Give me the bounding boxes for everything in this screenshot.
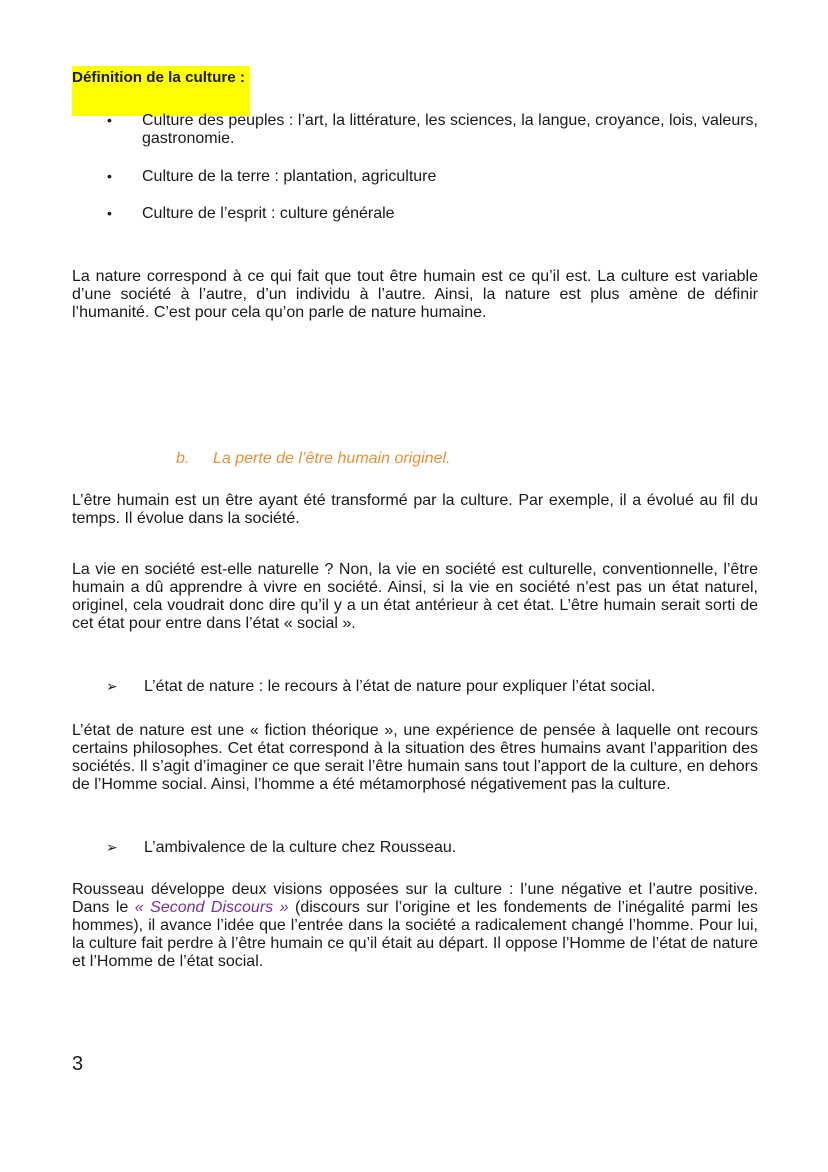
paragraph-rousseau-part1: Rousseau développe deux visions opposées sur la culture : l’une négative et l’autre positive. Dans le [72,881,758,916]
paragraph-fiction: L’état de nature est une « fiction théorique », une expérience de pensée à laquelle ont recours certains philosophes. Cet état correspond à la situation des êtres humains avant l’apparition des sociétés. Il s’agit d’imaginer ce que serait l’être humain sans tout l’apport de la culture, en dehors de l’Homme social. Ainsi, l’homme a été métamorphosé négativement pas la culture. [72,722,758,793]
list-item [72,205,758,223]
bullet-list [72,112,758,243]
subheading-text: La perte de l’être humain originel. [213,450,451,467]
arrow-item-text: L’état de nature : le recours à l’état de nature pour expliquer l’état social. [144,678,656,695]
paragraph-rousseau-part2: (discours sur l’origine et les fondements de l’inégalité parmi les hommes), il avance l’idée que l’entrée dans la société a radicalement changé l’homme. Pour lui, la culture fait perdre à l’être humain ce qu’il était au départ. Il oppose l’Homme de l’état de nature et l’Homme de l’état social. [72,899,758,970]
subheading-number: b. [176,450,190,467]
list-item [72,112,758,148]
bullet-text: Culture de l’esprit : culture générale [142,205,395,223]
bullet-icon: • [107,205,112,222]
bullet-text: Culture des peuples : l’art, la littérature, les sciences, la langue, croyance, lois, valeurs, gastronomie. [142,112,758,147]
list-item [72,168,758,186]
arrow-bullet-icon: ➢ [106,678,118,694]
paragraph-society: La vie en société est-elle naturelle ? Non, la vie en société est culturelle, conventionnelle, l’être humain a dû apprendre à vivre en société. Ainsi, si la vie en société n’est pas un état naturel, originel, cela voudrait donc dire qu’il y a un état antérieur à cet état. L’être humain serait sorti de cet état pour entre dans l’état « social ». [72,561,758,632]
arrow-item-text: L’ambivalence de la culture chez Rousseau. [144,839,457,856]
arrow-bullet-icon: ➢ [106,839,118,855]
paragraph-rousseau [72,881,758,971]
section-heading: Définition de la culture : [72,69,245,86]
bullet-icon: • [107,112,112,128]
bullet-icon: • [107,167,112,184]
subheading [176,450,450,468]
bullet-text: Culture de la terre : plantation, agriculture [142,167,437,185]
paragraph-nature: La nature correspond à ce qui fait que tout être humain est ce qu’il est. La culture est variable d’une société à l’autre, d’un individu à l’autre. Ainsi, la nature est plus amène de définir l’humanité. C’est pour cela qu’on parle de nature humaine. [72,268,758,321]
paragraph-transformation: L’être humain est un être ayant été transformé par la culture. Par exemple, il a évolué au fil du temps. Il évolue dans la société. [72,492,758,527]
second-discours-title: « Second Discours » [134,899,289,916]
page-number: 3 [72,1053,84,1075]
